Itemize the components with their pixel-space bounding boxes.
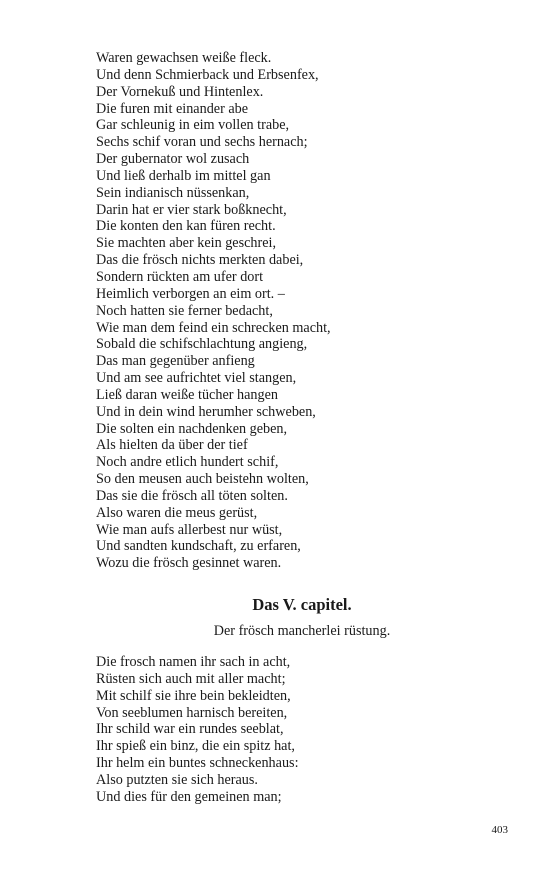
verse-line: Und am see aufrichtet viel stangen, <box>96 370 297 387</box>
verse-line: Die furen mit einander abe <box>96 100 249 117</box>
verse-line: Also putzten sie sich heraus. <box>96 771 258 788</box>
verse-line: Und denn Schmierback und Erbsenfex, <box>96 66 319 83</box>
verse-line: Waren gewachsen weiße fleck. <box>96 50 272 66</box>
verse-block-1 <box>96 50 331 572</box>
verse-line: Das die frösch nichts merkten dabei, <box>96 252 304 269</box>
chapter-subtitle: Der frösch mancherlei rüstung. <box>213 623 391 639</box>
verse-line: Sein indianisch nüssenkan, <box>96 184 250 201</box>
chapter-title: Das V. capitel. <box>252 595 352 614</box>
verse-line: Ihr schild war ein rundes seeblat, <box>96 721 284 738</box>
page-number: 403 <box>491 824 508 836</box>
verse-line: Der Vornekuß und Hintenlex. <box>96 83 264 100</box>
verse-line: Und dies für den gemeinen man; <box>96 788 282 805</box>
verse-line: Ließ daran weiße tücher hangen <box>96 386 278 403</box>
verse-line: Rüsten sich auch mit aller macht; <box>96 670 286 687</box>
verse-line: So den meusen auch beistehn wolten, <box>96 471 309 488</box>
verse-line: Und ließ derhalb im mittel gan <box>96 167 271 184</box>
verse-line: Die solten ein nachdenken geben, <box>96 420 288 437</box>
verse-line: Wie man aufs allerbest nur wüst, <box>96 521 283 538</box>
verse-line: Die konten den kan füren recht. <box>96 218 276 235</box>
verse-line: Das sie die frösch all töten solten. <box>96 487 288 504</box>
verse-line: Wie man dem feind ein schrecken macht, <box>96 319 331 336</box>
verse-line: Noch andre etlich hundert schif, <box>96 454 279 471</box>
verse-line: Sondern rückten am ufer dort <box>96 268 264 285</box>
verse-line: Sechs schif voran und sechs hernach; <box>96 134 308 151</box>
verse-line: Das man gegenüber anfieng <box>96 353 255 370</box>
verse-line: Gar schleunig in eim vollen trabe, <box>96 117 290 134</box>
verse-line: Ihr helm ein buntes schneckenhaus: <box>96 755 299 772</box>
verse-line: Mit schilf sie ihre bein bekleidten, <box>96 687 291 704</box>
verse-line: Sie machten aber kein geschrei, <box>96 235 277 252</box>
verse-block-2 <box>96 654 299 806</box>
verse-line: Als hielten da über der tief <box>96 437 248 454</box>
verse-line: Noch hatten sie ferner bedacht, <box>96 302 273 319</box>
verse-line: Sobald die schifschlachtung angieng, <box>96 336 308 353</box>
verse-line: Ihr spieß ein binz, die ein spitz hat, <box>96 738 295 755</box>
verse-line: Also waren die meus gerüst, <box>96 504 258 521</box>
verse-line: Der gubernator wol zusach <box>96 151 250 168</box>
verse-line: Wozu die frösch gesinnet waren. <box>96 555 282 572</box>
verse-line: Darin hat er vier stark boßknecht, <box>96 201 287 218</box>
verse-line: Und in dein wind herumher schweben, <box>96 403 316 420</box>
verse-line: Und sandten kundschaft, zu erfaren, <box>96 538 301 555</box>
verse-line: Heimlich verborgen an eim ort. – <box>96 285 285 302</box>
verse-line: Die frosch namen ihr sach in acht, <box>96 654 291 670</box>
verse-line: Von seeblumen harnisch bereiten, <box>96 704 288 721</box>
